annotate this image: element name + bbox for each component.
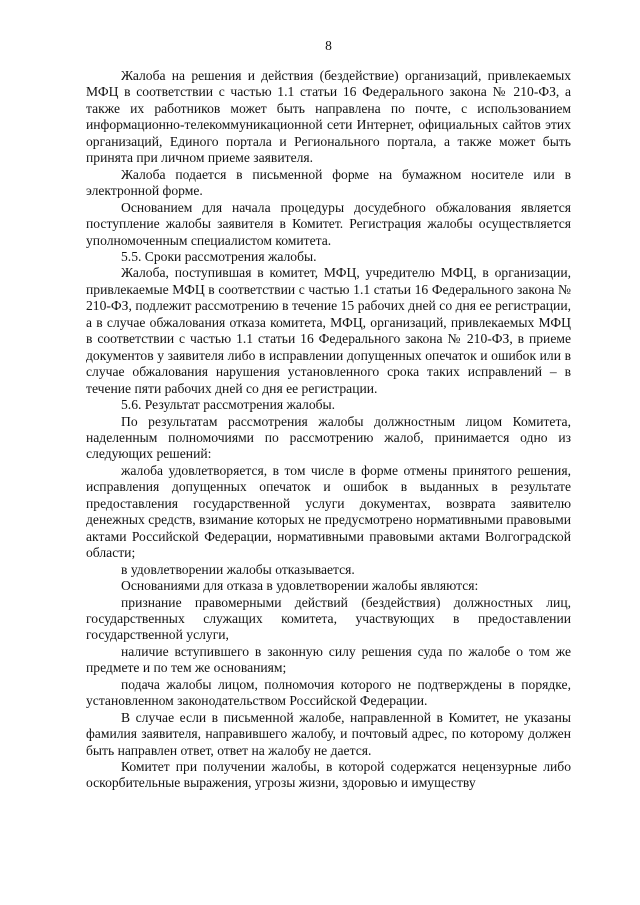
page-number: 8: [325, 38, 332, 53]
list-item-complaint-refused: в удовлетворении жалобы отказывается.: [121, 561, 355, 577]
list-item-complaint-satisfied: жалоба удовлетворяется, в том числе в форме отмены принятого решения, исправления допущенных опечаток и ошибок в выданных в результате предоставления государственной услуги документах, возврата заявителю денежных средств, взимание которых не предусмотрено нормативными правовыми актами Российской Федерации, нормативными правовыми актами Волгоградской области;: [86, 462, 571, 561]
paragraph-complaint-form: Жалоба подается в письменной форме на бумажном носителе или в электронной форме.: [86, 166, 571, 199]
document-body: [86, 68, 571, 792]
paragraph-review-terms: Жалоба, поступившая в комитет, МФЦ, учредителю МФЦ, в организации, привлекаемые МФЦ в соответствии с частью 1.1 статьи 16 Федерального закона № 210-ФЗ, подлежит рассмотрению в течение 15 рабочих дней со дня ее регистрации, а в случае обжалования отказа комитета, МФЦ, организаций, привлекаемых МФЦ в соответствии с частью 1.1 статьи 16 Федерального закона № 210-ФЗ, в приеме документов у заявителя либо в исправлении допущенных опечаток и ошибок или в случае обжалования нарушения установленного срока таких исправлений – в течение пяти рабочих дней со дня ее регистрации.: [86, 265, 571, 396]
section-heading-5-5: 5.5. Сроки рассмотрения жалобы.: [121, 248, 317, 264]
list-item-lawful-actions: признание правомерными действий (бездействия) должностных лиц, государственных служащих комитета, участвующих в предоставлении государственной услуги,: [86, 594, 571, 643]
paragraph-obscene-complaint: Комитет при получении жалобы, в которой содержатся нецензурные либо оскорбительные выражения, угрозы жизни, здоровью и имуществу: [86, 759, 571, 791]
paragraph-complaint-organizations: Жалоба на решения и действия (бездействие) организаций, привлекаемых МФЦ в соответствии с частью 1.1 статьи 16 Федерального закона № 210-ФЗ, а также их работников может быть направлена по почте, с использованием информационно-телекоммуникационной сети Интернет, официальных сайтов этих организаций, Единого портала и Регионального портала, а также может быть принята при личном приеме заявителя.: [86, 68, 571, 166]
paragraph-procedure-basis: Основанием для начала процедуры досудебного обжалования является поступление жалобы заявителя в Комитет. Регистрация жалобы осуществляется уполномоченным специалистом комитета.: [86, 199, 571, 248]
list-item-unconfirmed-authority: подача жалобы лицом, полномочия которого не подтверждены в порядке, установленном законодательством Российской Федерации.: [86, 676, 571, 709]
paragraph-refusal-grounds: Основаниями для отказа в удовлетворении жалобы являются:: [121, 578, 479, 594]
paragraph-review-results: По результатам рассмотрения жалобы должностным лицом Комитета, наделенным полномочиями по рассмотрению жалоб, принимается одно из следующих решений:: [86, 413, 571, 462]
list-item-court-decision: наличие вступившего в законную силу решения суда по жалобе о том же предмете и по тем же основаниям;: [86, 643, 571, 676]
paragraph-no-answer-case: В случае если в письменной жалобе, направленной в Комитет, не указаны фамилия заявителя, направившего жалобу, и почтовый адрес, по которому должен быть направлен ответ, ответ на жалобу не дается.: [86, 709, 571, 758]
section-heading-5-6: 5.6. Результат рассмотрения жалобы.: [121, 397, 336, 413]
